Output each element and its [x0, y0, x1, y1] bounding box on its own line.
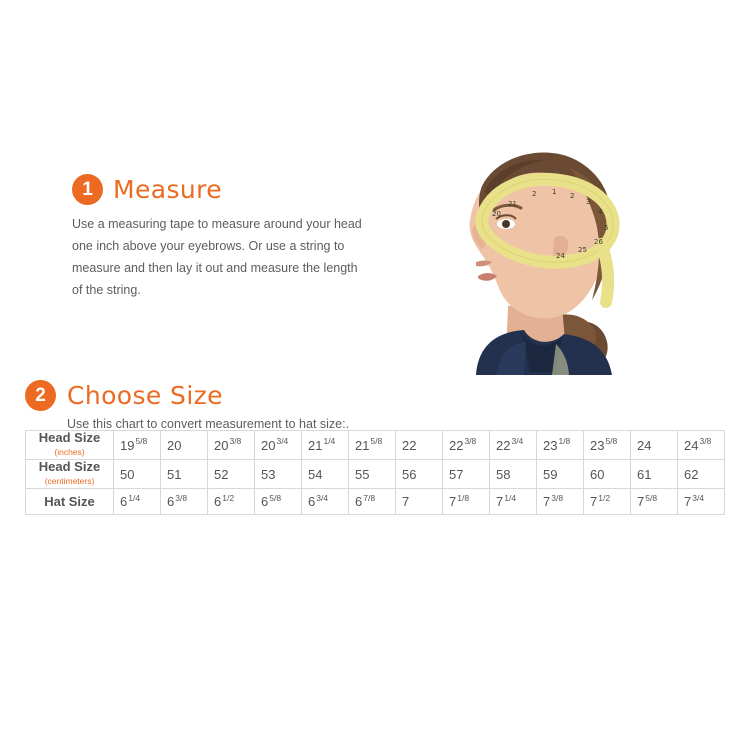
svg-text:20: 20 [492, 210, 501, 218]
table-cell: $24^{3/8}$ [678, 431, 725, 460]
table-cell: 51 [161, 460, 208, 489]
table-cell: $7^{1/4}$ [490, 489, 537, 515]
step-2-title: Choose Size [67, 381, 223, 410]
row-header-label: Head Size [38, 430, 101, 445]
table-cell: $20^{3/4}$ [255, 431, 302, 460]
svg-text:2: 2 [570, 192, 575, 200]
table-cell: $19^{5/8}$ [114, 431, 161, 460]
step-2-number-badge: 2 [25, 380, 56, 411]
step-1-number-badge: 1 [72, 174, 103, 205]
table-cell: $7^{1/8}$ [443, 489, 490, 515]
row-header-unit: (inches) [54, 447, 85, 457]
svg-text:25: 25 [578, 246, 587, 254]
table-cell: 22 [396, 431, 443, 460]
svg-text:24: 24 [556, 252, 565, 260]
table-cell: $22^{3/8}$ [443, 431, 490, 460]
table-cell: $21^{1/4}$ [302, 431, 349, 460]
table-cell: 60 [584, 460, 631, 489]
table-cell: 52 [208, 460, 255, 489]
step-2-subtitle: Use this chart to convert measurement to hat size:. [67, 417, 350, 431]
row-header-label: Head Size [38, 459, 101, 474]
svg-text:5: 5 [604, 224, 609, 232]
table-cell: $20^{3/8}$ [208, 431, 255, 460]
table-cell: $6^{5/8}$ [255, 489, 302, 515]
step-1-instructions: Use a measuring tape to measure around your head one inch above your eyebrows. Or use a string to measure and then lay it out and measure the length of the string. [72, 217, 362, 297]
svg-text:26: 26 [594, 238, 603, 246]
table-cell: $6^{3/4}$ [302, 489, 349, 515]
row-header-unit: (centimeters) [44, 476, 95, 486]
table-cell: 57 [443, 460, 490, 489]
table-cell: $23^{5/8}$ [584, 431, 631, 460]
row-header [26, 431, 114, 460]
table-cell: $7^{3/8}$ [537, 489, 584, 515]
row-header [26, 489, 114, 515]
table-row [26, 431, 725, 460]
size-chart-table [25, 430, 725, 515]
table-cell: 59 [537, 460, 584, 489]
table-cell: $23^{1/8}$ [537, 431, 584, 460]
svg-text:4: 4 [598, 208, 603, 216]
table-cell: $6^{7/8}$ [349, 489, 396, 515]
table-cell: 55 [349, 460, 396, 489]
table-cell: $7^{3/4}$ [678, 489, 725, 515]
table-cell: 58 [490, 460, 537, 489]
table-cell: $7^{5/8}$ [631, 489, 678, 515]
table-row [26, 460, 725, 489]
table-cell: 54 [302, 460, 349, 489]
table-cell: $22^{3/4}$ [490, 431, 537, 460]
step-1-title: Measure [113, 175, 223, 204]
woman-profile-illustration [356, 120, 656, 375]
step-2-header [25, 380, 725, 411]
table-cell: 61 [631, 460, 678, 489]
table-cell: 53 [255, 460, 302, 489]
table-cell: $7^{1/2}$ [584, 489, 631, 515]
table-cell: $21^{5/8}$ [349, 431, 396, 460]
table-cell: 20 [161, 431, 208, 460]
step-1-header [72, 174, 372, 205]
svg-text:21: 21 [508, 200, 517, 208]
table-row [26, 489, 725, 515]
table-cell: $6^{3/8}$ [161, 489, 208, 515]
row-header-label: Hat Size [44, 493, 95, 509]
table-cell: 62 [678, 460, 725, 489]
table-cell: 56 [396, 460, 443, 489]
table-cell: $6^{1/4}$ [114, 489, 161, 515]
size-chart-body [26, 431, 725, 515]
step-2-section [25, 380, 725, 431]
svg-text:2: 2 [532, 190, 537, 198]
table-cell: 7 [396, 489, 443, 515]
table-cell: 24 [631, 431, 678, 460]
svg-text:3: 3 [586, 198, 591, 206]
svg-text:1: 1 [552, 188, 557, 196]
row-header [26, 460, 114, 489]
step-1-section [72, 174, 372, 301]
table-cell: 50 [114, 460, 161, 489]
table-cell: $6^{1/2}$ [208, 489, 255, 515]
measuring-photo [356, 120, 656, 375]
